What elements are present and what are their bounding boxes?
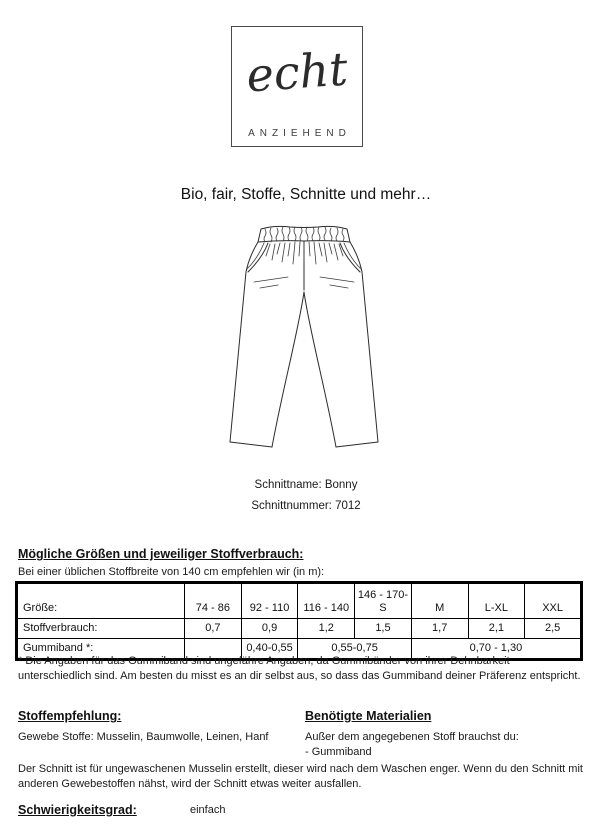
table-cell-size-label: Größe:: [17, 583, 185, 619]
difficulty-value: einfach: [190, 804, 226, 816]
table-cell-size: 74 - 86: [185, 583, 242, 619]
table-cell-size: 92 - 110: [241, 583, 298, 619]
table-cell-size: 146 - 170-S: [355, 583, 412, 619]
table-cell-fabric: 2,1: [468, 619, 525, 639]
table-cell-size: XXL: [525, 583, 582, 619]
table-cell-fabric: 1,5: [355, 619, 412, 639]
pattern-number: Schnittnummer: 7012: [251, 500, 361, 512]
table-cell-elastic-label: Gummiband *:: [17, 639, 185, 660]
table-row-sizes: [17, 583, 582, 619]
brand-logo-subtitle: ANZIEHEND: [248, 128, 351, 139]
table-cell-fabric: 0,7: [185, 619, 242, 639]
table-row-fabric: [17, 619, 582, 639]
elastic-footnote: * Die Angaben für das Gummiband sind ungefähre Angaben, da Gummibänder von ihrer Dehnbarkeit unterschiedlich sind. Am besten du misst es an dir selbst aus, so dass das Gummiband deiner Präferenz entspricht.: [18, 655, 581, 682]
table-cell-fabric: 0,9: [241, 619, 298, 639]
pants-technical-drawing-icon: [220, 220, 396, 453]
table-cell-fabric: 1,7: [411, 619, 468, 639]
table-cell-elastic: 0,40-0,55: [241, 639, 298, 660]
fabric-recommendation-heading: Stoffempfehlung:: [18, 709, 122, 723]
required-materials-line2: - Gummiband: [305, 746, 372, 758]
brand-logo: [231, 26, 363, 147]
required-materials-heading: Benötigte Materialien: [305, 709, 432, 723]
sizes-section-intro: Bei einer üblichen Stoffbreite von 140 cm empfehlen wir (in m):: [18, 566, 325, 578]
table-cell-size: L-XL: [468, 583, 525, 619]
table-cell-fabric: 1,2: [298, 619, 355, 639]
brand-logo-script-text: echt: [244, 41, 350, 103]
sizes-section-heading: Mögliche Größen und jeweiliger Stoffverbrauch:: [18, 547, 304, 561]
fabric-recommendation-text: Gewebe Stoffe: Musselin, Baumwolle, Leinen, Hanf: [18, 731, 269, 743]
required-materials-line1: Außer dem angegebenen Stoff brauchst du:: [305, 731, 519, 743]
table-cell-size: 116 - 140: [298, 583, 355, 619]
table-cell-fabric-label: Stoffverbrauch:: [17, 619, 185, 639]
pattern-name: Schnittname: Bonny: [254, 479, 358, 491]
difficulty-heading: Schwierigkeitsgrad:: [18, 803, 137, 817]
page-title: Bio, fair, Stoffe, Schnitte und mehr…: [180, 186, 432, 203]
shrinkage-note: Der Schnitt ist für ungewaschenen Musselin erstellt, dieser wird nach dem Waschen enger. Wenn du den Schnitt mit anderen Gewebestoffen nähst, wird der Schnitt etwas weiter ausfallen.: [18, 763, 583, 790]
table-cell-fabric: 2,5: [525, 619, 582, 639]
table-cell-elastic: 0,70 - 1,30: [411, 639, 581, 660]
table-cell-size: M: [411, 583, 468, 619]
sizes-table: [15, 581, 583, 661]
table-cell-elastic: 0,55-0,75: [298, 639, 411, 660]
